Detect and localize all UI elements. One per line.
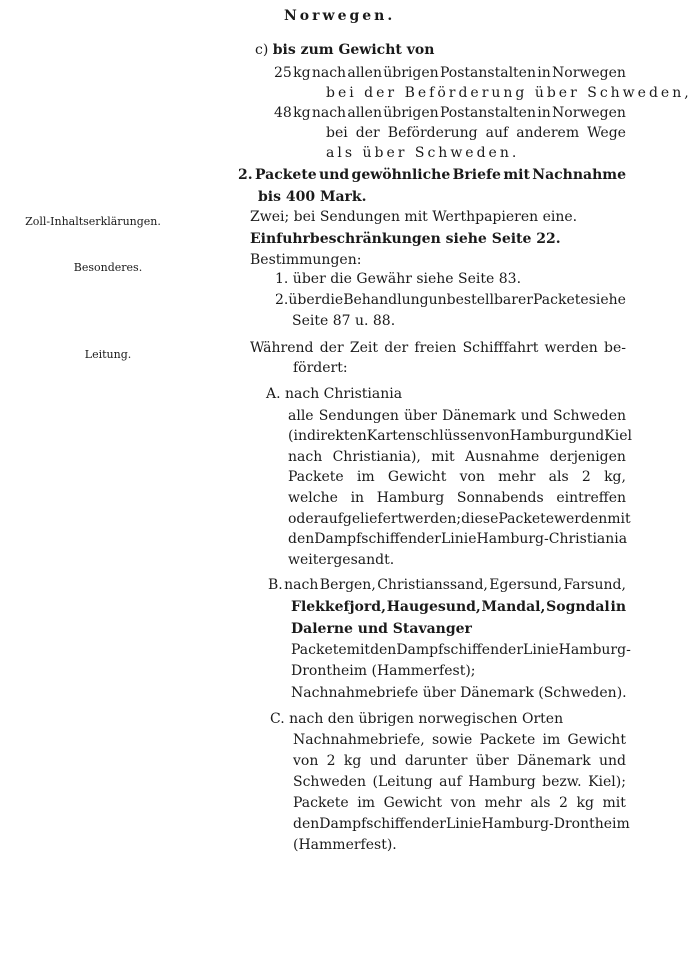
- text-line: [293, 733, 626, 747]
- section-c-heading: [255, 43, 434, 57]
- word: Zeit: [349, 340, 379, 356]
- zoll-text: Zwei; bei Sendungen mit Werthpapieren eine.: [250, 209, 578, 225]
- word: von: [450, 795, 476, 811]
- word: 2: [326, 753, 336, 769]
- word: Sogndal: [546, 599, 610, 615]
- word: kg: [576, 795, 594, 811]
- word: auf: [485, 125, 509, 141]
- margin-note-leitung: Leitung.: [84, 348, 132, 361]
- word: sowie: [431, 732, 473, 748]
- word: Egersund,: [489, 577, 563, 593]
- word: Sonnabends: [456, 490, 544, 506]
- word: 2.: [238, 167, 253, 183]
- word: Dampfschiffen: [314, 531, 418, 547]
- word: Mandal,: [481, 599, 546, 615]
- text-line: Nachnahmebriefe über Dänemark (Schweden).: [291, 685, 627, 701]
- word: und: [369, 753, 397, 769]
- word: Beförderung: [387, 125, 478, 141]
- word: Kiel: [604, 428, 632, 444]
- section-c-title: bis zum Gewicht von: [272, 42, 435, 58]
- word: Bergen,: [319, 577, 376, 593]
- word: siehe: [588, 292, 626, 308]
- word: mit: [346, 642, 371, 658]
- word: Während: [250, 340, 314, 356]
- word: Gewicht: [567, 732, 626, 748]
- word: mit: [431, 449, 455, 465]
- word: Hamburg-Christiania: [476, 531, 628, 547]
- text-line: [288, 470, 626, 484]
- leitung-intro: [250, 341, 626, 355]
- word: der: [355, 125, 380, 141]
- word: mit: [503, 167, 530, 183]
- word: Packete: [498, 511, 555, 527]
- word: über: [404, 408, 437, 424]
- word: Linie: [523, 642, 559, 658]
- text-line: [288, 409, 626, 423]
- word: den: [288, 531, 315, 547]
- word: als: [530, 795, 551, 811]
- word: Schifffahrt: [462, 340, 539, 356]
- word: Norwegen: [552, 65, 626, 81]
- word: und: [577, 428, 605, 444]
- word: Packete: [254, 167, 317, 183]
- text-line: bei der Beförderung über Schweden,: [326, 85, 692, 101]
- word: direkten: [306, 428, 367, 444]
- text-line: Dalerne und Stavanger: [291, 621, 472, 637]
- word: Nachnahmebriefe,: [293, 732, 425, 748]
- text-line: [293, 816, 630, 832]
- word: 25: [274, 65, 292, 81]
- word: in: [537, 105, 551, 121]
- word: im: [542, 732, 561, 748]
- word: welche: [288, 490, 338, 506]
- word: mit: [607, 511, 631, 527]
- text-line: [293, 775, 626, 789]
- word: bei: [326, 125, 348, 141]
- word: der: [384, 340, 409, 356]
- page-title: Norwegen.: [284, 8, 396, 24]
- word: und: [598, 753, 626, 769]
- word: Hamburg-: [558, 642, 631, 658]
- besonderes-line: [275, 293, 626, 307]
- word: Gewicht: [383, 795, 443, 811]
- word: von: [484, 428, 510, 444]
- word: werden;: [403, 511, 462, 527]
- word: Linie: [445, 816, 482, 832]
- word: unbestellbarer: [428, 292, 533, 308]
- section-c2-heading: C. nach den übrigen norwegischen Orten: [270, 711, 564, 727]
- word: kg: [343, 753, 362, 769]
- word: Farsund,: [563, 577, 626, 593]
- word: in: [350, 490, 365, 506]
- word: in: [537, 65, 551, 81]
- word: 2: [558, 795, 568, 811]
- margin-note-besonderes: Besonderes.: [73, 261, 143, 274]
- word: Nachnahme: [532, 167, 626, 183]
- word: Dampfschiffen: [319, 816, 423, 832]
- word: Packete: [288, 469, 344, 485]
- word: (in: [288, 428, 307, 444]
- word: nach: [311, 105, 347, 121]
- word: Packete: [533, 292, 589, 308]
- text-line: [274, 106, 626, 120]
- word: be-: [604, 340, 626, 356]
- word: Ausnahme: [465, 449, 540, 465]
- word: allen: [347, 105, 382, 121]
- word: bezw.: [542, 774, 582, 790]
- word: oder: [288, 511, 321, 527]
- word: mehr: [498, 469, 536, 485]
- word: werden: [544, 340, 598, 356]
- section-c-label: c): [255, 42, 269, 58]
- word: anderem: [516, 125, 580, 141]
- word: freien: [414, 340, 457, 356]
- word: Briefe: [452, 167, 501, 183]
- word: nach: [311, 65, 347, 81]
- margin-note-zoll: Zoll-Inhaltserklärungen.: [25, 215, 161, 228]
- word: 2.: [275, 292, 289, 308]
- text-line: [293, 754, 626, 768]
- word: Hamburg-Drontheim: [481, 816, 630, 832]
- text-line: [291, 642, 631, 658]
- word: nach: [288, 449, 323, 465]
- word: allen: [347, 65, 382, 81]
- text-line: [293, 796, 626, 810]
- section-2-heading: [238, 168, 626, 182]
- word: Packete: [293, 795, 349, 811]
- word: Wege: [587, 125, 626, 141]
- word: werden: [554, 511, 608, 527]
- word: eintreffen: [556, 490, 626, 506]
- besonderes-line: Einfuhrbeschränkungen siehe Seite 22.: [250, 231, 561, 247]
- text-line: [288, 450, 626, 464]
- word: kg,: [604, 469, 626, 485]
- word: aufgeliefert: [320, 511, 404, 527]
- word: Haugesund,: [386, 599, 481, 615]
- word: (Leitung: [372, 774, 433, 790]
- word: diese: [461, 511, 499, 527]
- word: nach: [284, 577, 319, 593]
- word: alle: [288, 408, 314, 424]
- text-line: weitergesandt.: [288, 552, 395, 568]
- word: kg: [293, 105, 311, 121]
- text-line: [288, 511, 631, 527]
- word: 48: [274, 105, 292, 121]
- word: Schweden: [293, 774, 366, 790]
- word: im: [357, 795, 376, 811]
- word: Schweden: [553, 408, 626, 424]
- word: mit: [602, 795, 626, 811]
- word: Dänemark: [442, 408, 516, 424]
- word: Behandlung: [343, 292, 429, 308]
- word: Hamburg: [376, 490, 445, 506]
- word: Dänemark: [517, 753, 591, 769]
- text-line: [274, 66, 626, 80]
- word: übrigen: [383, 65, 439, 81]
- word: von: [459, 469, 485, 485]
- word: Christianssand,: [377, 577, 488, 593]
- word: Norwegen: [552, 105, 626, 121]
- word: Linie: [440, 531, 477, 547]
- word: der: [499, 642, 524, 658]
- text-line: [288, 491, 626, 505]
- word: Kartenschlüssen: [366, 428, 485, 444]
- word: Christiania),: [332, 449, 421, 465]
- word: Dampfschiffen: [396, 642, 500, 658]
- word: Flekkefjord,: [291, 599, 386, 615]
- word: derjenigen: [549, 449, 626, 465]
- word: Hamburg: [468, 774, 536, 790]
- word: und: [520, 408, 548, 424]
- word: Sendungen: [318, 408, 399, 424]
- word: darunter: [404, 753, 468, 769]
- text-line: [288, 532, 626, 546]
- word: und: [319, 167, 350, 183]
- word: von: [293, 753, 319, 769]
- word: Postanstalten: [439, 65, 536, 81]
- word: über: [475, 753, 509, 769]
- word: der: [417, 531, 441, 547]
- word: kg: [293, 65, 311, 81]
- besonderes-line: Bestimmungen:: [250, 252, 362, 268]
- word: Gewicht: [387, 469, 447, 485]
- text-line: [291, 600, 626, 614]
- word: der: [319, 340, 344, 356]
- besonderes-line: 1. über die Gewähr siehe Seite 83.: [275, 271, 522, 287]
- word: die: [321, 292, 344, 308]
- section-b-heading: [268, 578, 626, 592]
- word: mehr: [484, 795, 522, 811]
- text-line: [288, 428, 632, 444]
- word: im: [356, 469, 375, 485]
- word: über: [288, 292, 322, 308]
- besonderes-line: Seite 87 u. 88.: [292, 313, 396, 329]
- section-a-heading: A. nach Christiania: [266, 386, 403, 402]
- word: 2: [581, 469, 591, 485]
- text-line: (Hammerfest).: [293, 837, 397, 853]
- word: den: [293, 816, 320, 832]
- word: Packete: [291, 642, 347, 658]
- word: Postanstalten: [439, 105, 536, 121]
- section-2-heading-cont: bis 400 Mark.: [258, 189, 367, 205]
- leitung-intro-cont: fördert:: [293, 360, 348, 376]
- text-line: [326, 126, 626, 140]
- word: gewöhnliche: [351, 167, 451, 183]
- word: der: [422, 816, 446, 832]
- word: übrigen: [383, 105, 439, 121]
- word: Kiel);: [588, 774, 626, 790]
- word: den: [370, 642, 397, 658]
- word: Packete: [479, 732, 536, 748]
- word: in: [610, 599, 626, 615]
- text-line: als über Schweden.: [326, 145, 520, 161]
- word: B.: [268, 577, 283, 593]
- word: Hamburg: [509, 428, 578, 444]
- word: als: [548, 469, 569, 485]
- text-line: Drontheim (Hammerfest);: [291, 663, 476, 679]
- word: auf: [439, 774, 462, 790]
